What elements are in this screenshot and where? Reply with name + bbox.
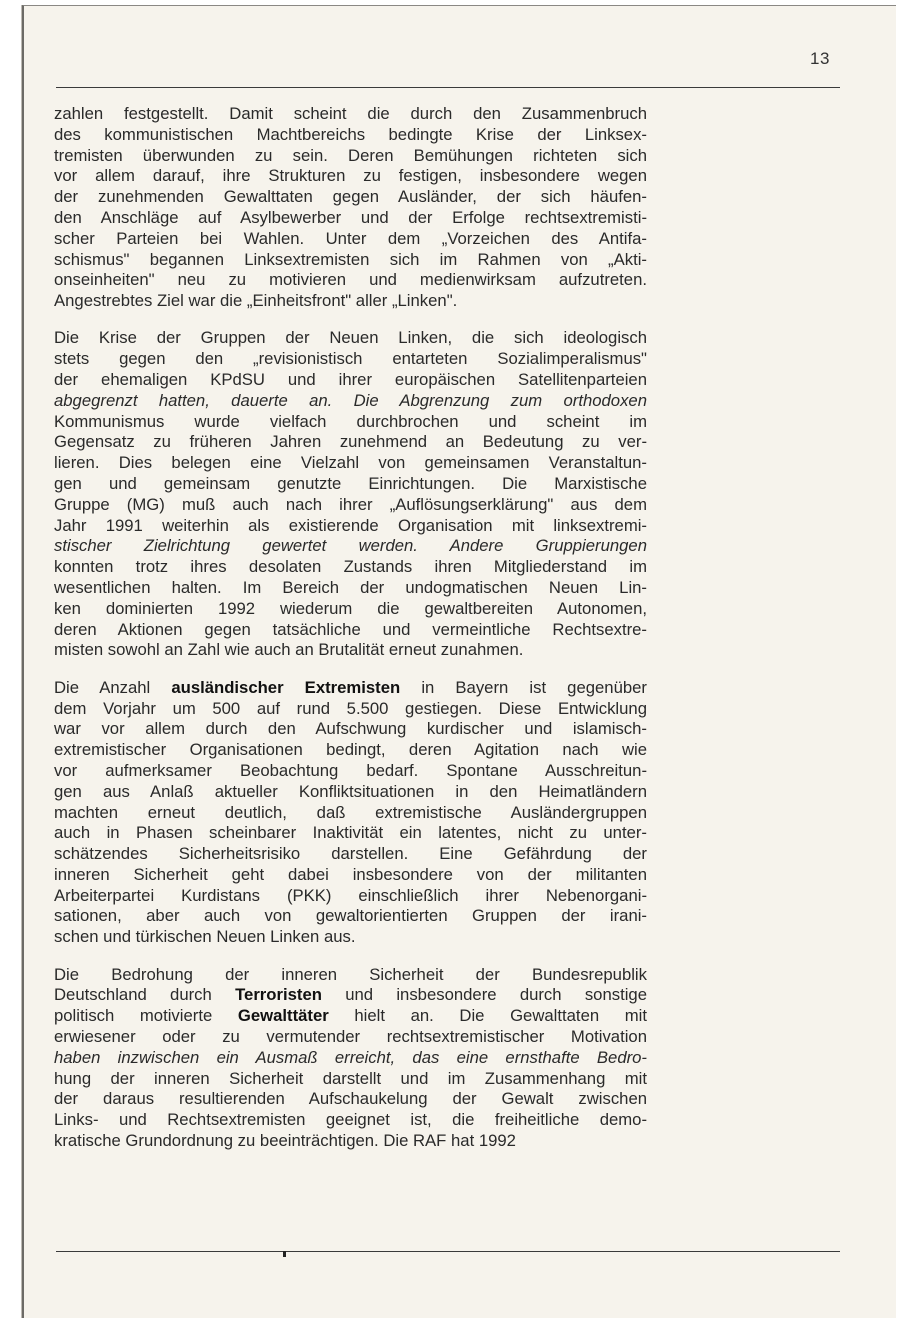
text-line <box>54 927 647 948</box>
text-line <box>54 250 647 271</box>
text-line <box>54 453 647 474</box>
text-segment: Angestrebtes Ziel war die „Einheitsfront" aller „Linken". <box>54 291 458 311</box>
text-line <box>54 187 647 208</box>
footer-rule <box>56 1251 840 1252</box>
text-segment: dem Vorjahr um 500 auf rund 5.500 gestiegen. Diese Entwicklung <box>54 698 647 718</box>
text-line <box>54 1089 647 1110</box>
text-segment: konnten trotz ihres desolaten Zustands ihren Mitgliederstand im <box>54 557 647 577</box>
text-line <box>54 432 647 453</box>
text-segment: wesentlichen halten. Im Bereich der undogmatischen Neuen Lin- <box>54 578 647 598</box>
paragraph <box>54 678 647 948</box>
text-segment: deren Aktionen gegen tatsächliche und vermeintliche Rechtsextre- <box>54 619 647 639</box>
paragraph <box>54 328 647 661</box>
text-line <box>54 823 647 844</box>
text-line <box>54 125 647 146</box>
body-text <box>54 104 647 1168</box>
text-line <box>54 1006 647 1027</box>
text-segment: kratische Grundordnung zu beeinträchtigen. Die RAF hat 1992 <box>54 1130 516 1150</box>
text-line <box>54 886 647 907</box>
text-line <box>54 985 647 1006</box>
text-segment: tremisten überwunden zu sein. Deren Bemühungen richteten sich <box>54 145 647 165</box>
text-segment: war vor allem durch den Aufschwung kurdischer und islamisch- <box>54 719 647 739</box>
text-segment: machten erneut deutlich, daß extremistische Ausländergruppen <box>54 802 647 822</box>
text-segment: Die Anzahl <box>54 677 172 697</box>
bold-term: Terroristen <box>235 985 322 1005</box>
text-line <box>54 865 647 886</box>
text-line <box>54 640 647 661</box>
text-segment: Die Bedrohung der inneren Sicherheit der Bundesrepublik <box>54 964 647 984</box>
text-line <box>54 291 647 312</box>
page-number: 13 <box>810 49 830 68</box>
italic-text: abgegrenzt hatten, dauerte an. Die Abgrenzung zum orthodoxen <box>54 390 647 410</box>
text-line <box>54 578 647 599</box>
text-segment: vor allem darauf, ihre Strukturen zu festigen, insbesondere wegen <box>54 166 647 186</box>
text-line <box>54 719 647 740</box>
text-segment: Jahr 1991 weiterhin als existierende Organisation mit linksextremi- <box>54 515 647 535</box>
text-line <box>54 328 647 349</box>
text-line <box>54 536 647 557</box>
text-segment: onseinheiten" neu zu motivieren und medienwirksam aufzutreten. <box>54 270 647 290</box>
text-line <box>54 782 647 803</box>
text-line <box>54 412 647 433</box>
text-segment: gen und gemeinsam genutzte Einrichtungen. Die Marxistische <box>54 474 647 494</box>
text-line <box>54 1131 647 1152</box>
text-segment: ken dominierten 1992 wiederum die gewaltbereiten Autonomen, <box>54 598 647 618</box>
text-line <box>54 761 647 782</box>
text-line <box>54 803 647 824</box>
text-line <box>54 699 647 720</box>
text-line <box>54 620 647 641</box>
text-line <box>54 1048 647 1069</box>
text-segment: gen aus Anlaß aktueller Konfliktsituationen in den Heimatländern <box>54 781 647 801</box>
bold-term: Gewalttäter <box>237 1006 329 1026</box>
text-line <box>54 1027 647 1048</box>
text-segment: Die Krise der Gruppen der Neuen Linken, die sich ideologisch <box>54 328 647 348</box>
text-segment: misten sowohl an Zahl wie auch an Brutalität erneut zunahmen. <box>54 640 524 660</box>
text-segment: sationen, aber auch von gewaltorientierten Gruppen der irani- <box>54 906 647 926</box>
text-segment: schen und türkischen Neuen Linken aus. <box>54 927 356 947</box>
footer-rule-mark <box>283 1251 286 1257</box>
text-segment: extremistischer Organisationen bedingt, deren Agitation nach wie <box>54 740 647 760</box>
text-line <box>54 495 647 516</box>
text-segment: des kommunistischen Machtbereichs bedingte Krise der Linksex- <box>54 124 647 144</box>
text-line <box>54 229 647 250</box>
text-segment: Gruppe (MG) muß auch nach ihrer „Auflösungserklärung" aus dem <box>54 494 647 514</box>
text-segment: vor aufmerksamer Beobachtung bedarf. Spontane Ausschreitun- <box>54 760 647 780</box>
bold-term: ausländischer Extremisten <box>171 677 401 697</box>
italic-text: haben inzwischen ein Ausmaß erreicht, das eine ernsthafte Bedro- <box>54 1047 647 1067</box>
text-segment: hielt an. Die Gewalttaten mit <box>328 1006 647 1026</box>
text-segment: Arbeiterpartei Kurdistans (PKK) einschließlich ihrer Nebenorgani- <box>54 885 647 905</box>
text-segment: zahlen festgestellt. Damit scheint die durch den Zusammenbruch <box>54 104 647 123</box>
text-segment: lieren. Dies belegen eine Vielzahl von gemeinsamen Veranstaltun- <box>54 453 647 473</box>
text-segment: in Bayern ist gegenüber <box>400 677 647 697</box>
text-line <box>54 965 647 986</box>
text-segment: Links- und Rechtsextremisten geeignet ist, die freiheitliche demo- <box>54 1110 647 1130</box>
text-line <box>54 270 647 291</box>
header-rule <box>56 87 840 88</box>
text-segment: der ehemaligen KPdSU und ihrer europäischen Satellitenparteien <box>54 370 647 390</box>
text-segment: erwiesener oder zu vermutender rechtsextremistischer Motivation <box>54 1026 647 1046</box>
text-line <box>54 208 647 229</box>
text-segment: Deutschland durch <box>54 985 236 1005</box>
paragraph <box>54 965 647 1152</box>
text-line <box>54 370 647 391</box>
text-segment: stets gegen den „revisionistisch entarteten Sozialimperalismus" <box>54 349 647 369</box>
text-line <box>54 516 647 537</box>
text-line <box>54 1110 647 1131</box>
text-line <box>54 349 647 370</box>
text-line <box>54 104 647 125</box>
italic-text: stischer Zielrichtung gewertet werden. Andere Gruppierungen <box>54 536 647 556</box>
text-segment: der zunehmenden Gewalttaten gegen Ausländer, der sich häufen- <box>54 187 647 207</box>
text-segment: und insbesondere durch sonstige <box>321 985 647 1005</box>
paragraph <box>54 104 647 312</box>
text-line <box>54 557 647 578</box>
text-segment: schismus" begannen Linksextremisten sich im Rahmen von „Akti- <box>54 249 647 269</box>
text-line <box>54 678 647 699</box>
text-line <box>54 146 647 167</box>
text-segment: inneren Sicherheit geht dabei insbesondere von der militanten <box>54 864 647 884</box>
text-line <box>54 906 647 927</box>
text-line <box>54 599 647 620</box>
text-segment: politisch motivierte <box>54 1006 238 1026</box>
text-segment: der daraus resultierenden Aufschaukelung der Gewalt zwischen <box>54 1089 647 1109</box>
text-line <box>54 474 647 495</box>
text-segment: scher Parteien bei Wahlen. Unter dem „Vorzeichen des Antifa- <box>54 228 647 248</box>
text-line <box>54 740 647 761</box>
text-segment: den Anschläge auf Asylbewerber und der Erfolge rechtsextremisti- <box>54 207 647 227</box>
text-segment: Kommunismus wurde vielfach durchbrochen und scheint im <box>54 411 647 431</box>
text-line <box>54 391 647 412</box>
text-line <box>54 844 647 865</box>
text-line <box>54 1069 647 1090</box>
text-segment: hung der inneren Sicherheit darstellt und im Zusammenhang mit <box>54 1068 647 1088</box>
text-line <box>54 166 647 187</box>
text-segment: schätzendes Sicherheitsrisiko darstellen. Eine Gefährdung der <box>54 844 647 864</box>
text-segment: auch in Phasen scheinbarer Inaktivität ein latentes, nicht zu unter- <box>54 823 647 843</box>
text-segment: Gegensatz zu früheren Jahren zunehmend an Bedeutung zu ver- <box>54 432 647 452</box>
